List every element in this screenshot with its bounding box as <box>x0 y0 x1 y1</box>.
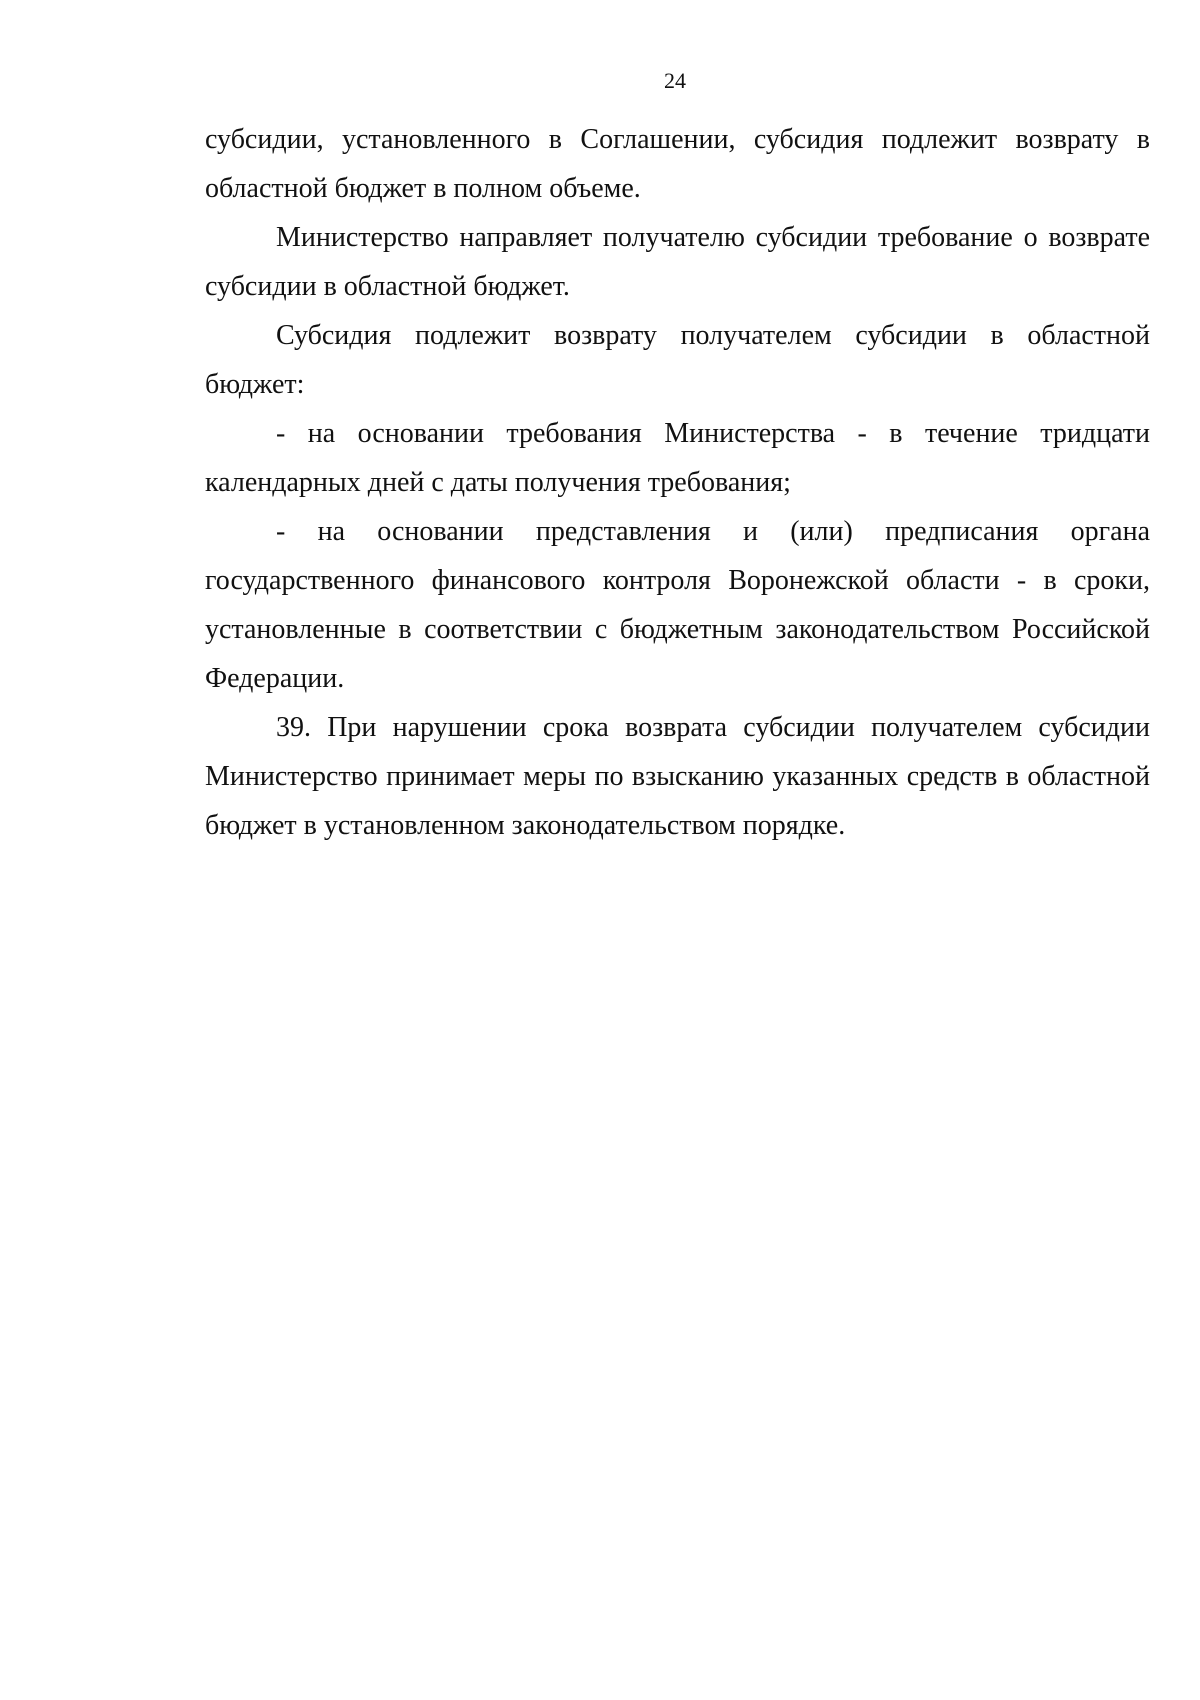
page-number: 24 <box>664 68 686 93</box>
list-item-financial-control: - на основании представления и (или) предписания органа государственного финансового контроля Воронежской области - в сроки, установленные в соответствии с бюджетным законодательством Российской Федерации. <box>205 516 1150 694</box>
paragraph-ministry-demand: Министерство направляет получателю субсидии требование о возврате субсидии в областной бюджет. <box>205 222 1150 302</box>
document-body <box>205 115 1150 850</box>
paragraph-clause-39: 39. При нарушении срока возврата субсидии получателем субсидии Министерство принимает меры по взысканию указанных средств в областной бюджет в установленном законодательством порядке. <box>205 712 1150 841</box>
paragraph-subsidy-return: Субсидия подлежит возврату получателем субсидии в областной бюджет: <box>205 320 1150 400</box>
list-item-ministry-requirement: - на основании требования Министерства - в течение тридцати календарных дней с даты получения требования; <box>205 418 1150 498</box>
paragraph-continuation: субсидии, установленного в Соглашении, субсидия подлежит возврату в областной бюджет в полном объеме. <box>205 124 1150 204</box>
